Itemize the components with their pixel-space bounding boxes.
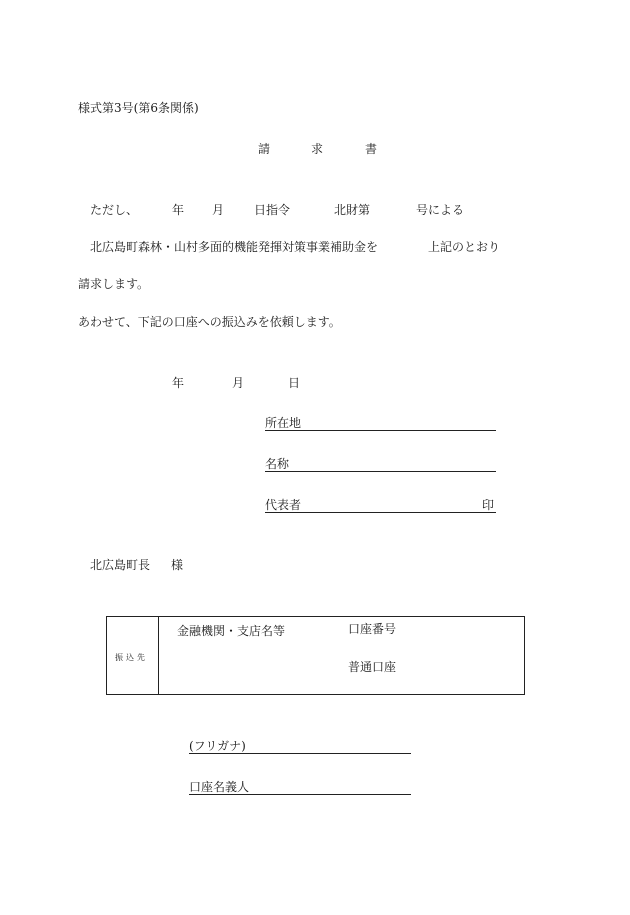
form-number: 様式第3号(第6条関係) (78, 101, 199, 115)
representative-field[interactable] (265, 512, 496, 513)
title-char-3: 書 (365, 142, 378, 156)
table-divider (158, 617, 159, 694)
body-line-3: 請求します。 (78, 277, 150, 291)
account-holder-field[interactable] (189, 794, 411, 795)
furigana-field[interactable] (189, 753, 411, 754)
date-day: 日 (288, 376, 301, 390)
representative-label: 代表者 (265, 498, 302, 512)
transfer-destination-label: 振込先 (115, 653, 148, 662)
name-label: 名称 (265, 457, 290, 471)
seal-mark: 印 (482, 498, 495, 512)
line2-as-above: 上記のとおり (428, 240, 501, 254)
account-number-label: 口座番号 (348, 622, 397, 636)
line1-hokuzai: 北財第 (334, 203, 371, 217)
address-field[interactable] (265, 430, 496, 431)
line1-day-order: 日指令 (254, 203, 291, 217)
line1-month: 月 (212, 203, 225, 217)
address-label: 所在地 (265, 416, 302, 430)
line1-year: 年 (172, 203, 185, 217)
title-char-2: 求 (311, 142, 324, 156)
bank-transfer-table (106, 616, 525, 695)
title-char-1: 請 (258, 142, 271, 156)
account-type: 普通口座 (348, 660, 397, 674)
line2-subsidy: 北広島町森林・山村多面的機能発揮対策事業補助金を (90, 240, 379, 254)
recipient-honorific: 様 (171, 558, 184, 572)
date-year: 年 (172, 376, 185, 390)
body-line-4: あわせて、下記の口座への振込みを依頼します。 (78, 315, 341, 329)
line1-number-ref: 号による (416, 203, 465, 217)
institution-label: 金融機関・支店名等 (177, 624, 286, 638)
date-month: 月 (232, 376, 245, 390)
furigana-label: (フリガナ) (189, 739, 246, 753)
account-holder-label: 口座名義人 (189, 780, 250, 794)
line1-tadashi: ただし、 (90, 203, 139, 217)
recipient-name: 北広島町長 (90, 558, 151, 572)
name-field[interactable] (265, 471, 496, 472)
